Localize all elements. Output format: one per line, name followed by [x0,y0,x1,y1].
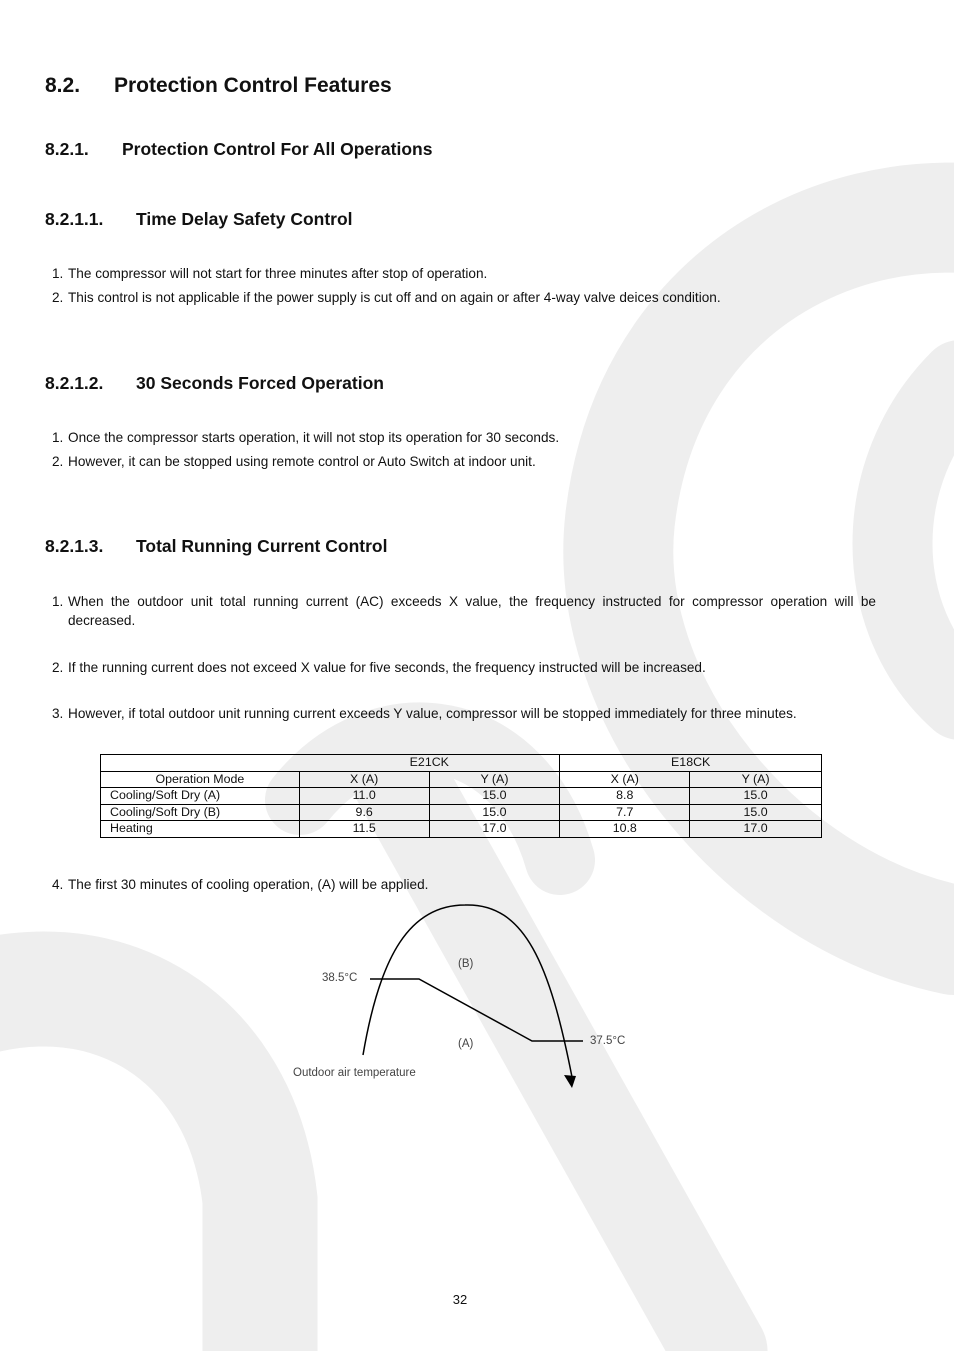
topic-title: 30 Seconds Forced Operation [136,373,384,393]
topic-title: Total Running Current Control [136,536,388,556]
topic-number: 8.2.1.2. [45,373,104,393]
table-cell: 17.0 [429,821,560,838]
table-cell: 7.7 [560,804,690,821]
table-cell: 11.5 [299,821,429,838]
table-header-cell: Operation Mode [101,771,300,788]
cycle-curve [363,905,572,1077]
table-cell: 11.0 [299,788,429,805]
list-item [52,592,876,630]
list-item-text: Once the compressor starts operation, it will not stop its operation for 30 seconds. [68,430,560,445]
table-header-cell: Y (A) [429,771,560,788]
list-item-number: 2. [52,660,64,675]
list-item-number: 1. [52,430,64,445]
table-model-header: E21CK [299,755,560,772]
table-cell: 15.0 [429,804,560,821]
list-item-number: 2. [52,454,64,469]
table-cell: Cooling/Soft Dry (A) [101,788,300,805]
table-cell: 15.0 [690,788,822,805]
table-cell: 10.8 [560,821,690,838]
table-header-cell: Y (A) [690,771,822,788]
table-row [101,804,822,821]
list-item-number: 1. [52,594,64,609]
topic-number: 8.2.1.3. [45,536,104,556]
table-cell: 9.6 [299,804,429,821]
subsection-number: 8.2.1. [45,139,89,159]
list-item [52,264,876,283]
table-cell: 8.8 [560,788,690,805]
list-item [52,452,876,471]
list-item [52,288,876,307]
list-item [52,428,876,447]
table-cell: 15.0 [690,804,822,821]
list-item-text: This control is not applicable if the power supply is cut off and on again or after 4-way valve deices condition. [68,290,721,305]
table-header-cell: X (A) [299,771,429,788]
table-cell: Cooling/Soft Dry (B) [101,804,300,821]
list-item [52,704,876,723]
topic-heading-time-delay [45,209,353,230]
list-item-number: 2. [52,290,64,305]
arrow-head [564,1075,576,1088]
current-limit-table [100,754,822,838]
list-item-number: 4. [52,877,64,892]
table-cell: Heating [101,821,300,838]
list-item-text: However, if total outdoor unit running current exceeds Y value, compressor will be stopped immediately for three minutes. [68,706,797,721]
table-model-header: E18CK [560,755,822,772]
temp-high-label: 38.5°C [322,972,358,984]
table-cell-empty [101,755,300,772]
subsection-title: Protection Control For All Operations [122,139,433,159]
topic-heading-forced-operation [45,373,384,394]
subsection-heading [45,139,432,160]
list-item-text: If the running current does not exceed X value for five seconds, the frequency instructed will be increased. [68,660,706,675]
list-item-text: The first 30 minutes of cooling operation, (A) will be applied. [68,877,429,892]
temperature-hysteresis-diagram [285,895,655,1095]
list-item-text: When the outdoor unit total running current (AC) exceeds X value, the frequency instructed for compressor operation will be decreased. [68,594,876,628]
table-row [101,821,822,838]
label-a: (A) [458,1038,474,1050]
list-item [52,658,876,677]
table-cell: 15.0 [429,788,560,805]
label-b: (B) [458,958,474,970]
axis-label: Outdoor air temperature [293,1067,416,1079]
list-item-number: 1. [52,266,64,281]
threshold-line [370,979,583,1041]
section-title: Protection Control Features [114,74,392,97]
temp-low-label: 37.5°C [590,1035,626,1047]
table-header-cell: X (A) [560,771,690,788]
table-header-row [101,771,822,788]
topic-number: 8.2.1.1. [45,209,104,229]
section-heading [45,74,392,98]
table-model-row [101,755,822,772]
topic-title: Time Delay Safety Control [136,209,353,229]
section-number: 8.2. [45,74,81,97]
list-item-text: The compressor will not start for three minutes after stop of operation. [68,266,488,281]
list-item-number: 3. [52,706,64,721]
table-row [101,788,822,805]
table-cell: 17.0 [690,821,822,838]
list-item [52,875,876,894]
list-item-text: However, it can be stopped using remote control or Auto Switch at indoor unit. [68,454,536,469]
topic-heading-running-current [45,536,387,557]
page-number: 32 [452,1292,468,1307]
